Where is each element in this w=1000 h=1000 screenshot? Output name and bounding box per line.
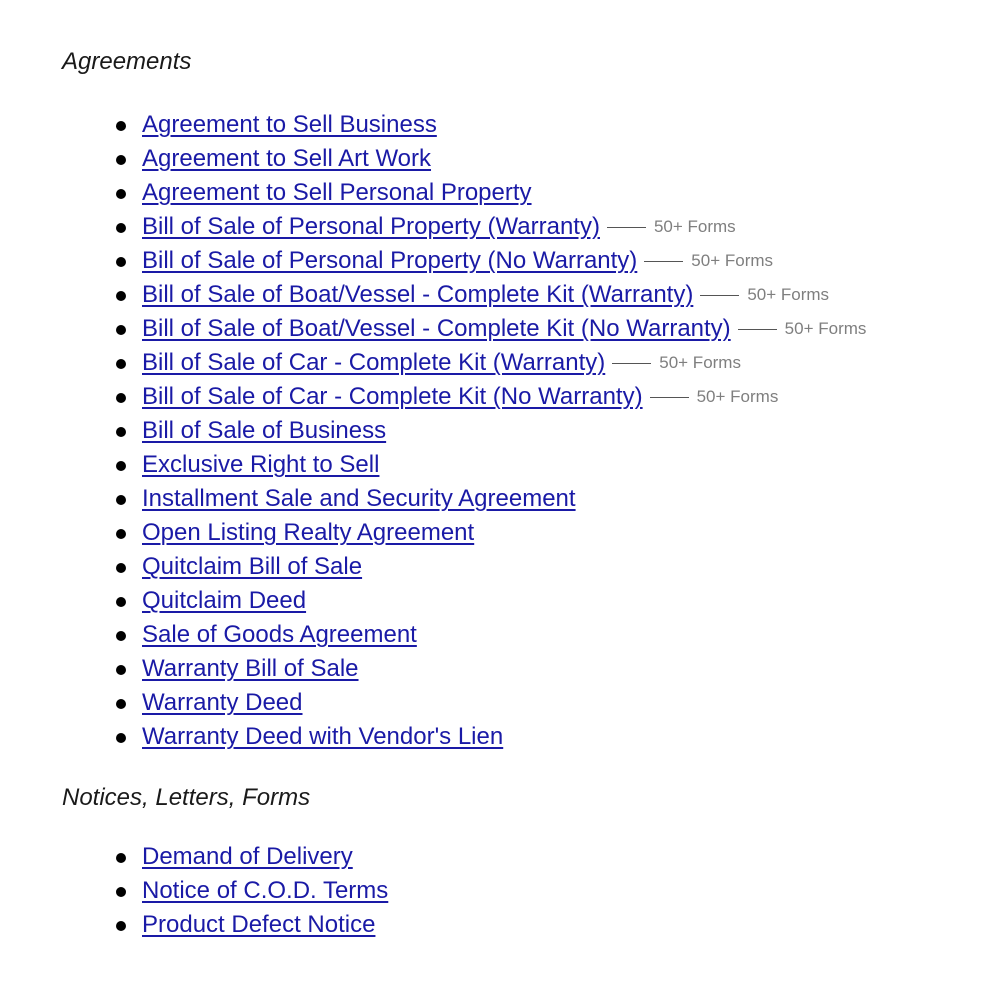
dash-line: [612, 363, 651, 364]
section-heading-agreements: Agreements: [62, 48, 192, 75]
list-item: [0, 312, 866, 346]
bullet-icon: [116, 563, 126, 573]
agreement-link[interactable]: Quitclaim Deed: [142, 587, 307, 614]
notice-link[interactable]: Demand of Delivery: [142, 843, 353, 870]
forms-count-label: 50+ Forms: [691, 251, 774, 270]
forms-count-label: 50+ Forms: [747, 285, 830, 304]
list-item: [0, 874, 388, 908]
list-item: [0, 550, 866, 584]
forms-count-note: [607, 210, 736, 244]
agreement-link[interactable]: Bill of Sale of Boat/Vessel - Complete Kit (Warranty): [142, 281, 694, 308]
bullet-icon: [116, 427, 126, 437]
forms-count-note: [738, 312, 867, 346]
notice-link[interactable]: Notice of C.O.D. Terms: [142, 877, 389, 904]
agreements-list: [0, 108, 866, 754]
list-item: [0, 908, 388, 942]
list-item: [0, 482, 866, 516]
bullet-icon: [116, 189, 126, 199]
bullet-icon: [116, 699, 126, 709]
bullet-icon: [116, 495, 126, 505]
bullet-icon: [116, 325, 126, 335]
bullet-icon: [116, 461, 126, 471]
agreement-link[interactable]: Agreement to Sell Art Work: [142, 145, 432, 172]
list-item: [0, 142, 866, 176]
forms-count-label: 50+ Forms: [653, 217, 736, 236]
bullet-icon: [116, 665, 126, 675]
agreement-link[interactable]: Sale of Goods Agreement: [142, 621, 417, 648]
bullet-icon: [116, 121, 126, 131]
list-item: [0, 244, 866, 278]
agreement-link[interactable]: Warranty Deed: [142, 689, 303, 716]
list-item: [0, 278, 866, 312]
list-item: [0, 448, 866, 482]
list-item: [0, 720, 866, 754]
bullet-icon: [116, 257, 126, 267]
agreement-link[interactable]: Bill of Sale of Boat/Vessel - Complete Kit (No Warranty): [142, 315, 731, 342]
section-heading-notices: Notices, Letters, Forms: [62, 784, 311, 811]
list-item: [0, 686, 866, 720]
agreement-link[interactable]: Installment Sale and Security Agreement: [142, 485, 576, 512]
list-item: [0, 652, 866, 686]
bullet-icon: [116, 921, 126, 931]
dash-line: [607, 227, 646, 228]
dash-line: [644, 261, 683, 262]
list-item: [0, 380, 866, 414]
agreement-link[interactable]: Bill of Sale of Personal Property (Warranty): [142, 213, 600, 240]
list-item: [0, 584, 866, 618]
bullet-icon: [116, 733, 126, 743]
bullet-icon: [116, 155, 126, 165]
agreement-link[interactable]: Bill of Sale of Personal Property (No Warranty): [142, 247, 638, 274]
forms-count-label: 50+ Forms: [696, 387, 779, 406]
forms-count-note: [644, 244, 773, 278]
forms-count-label: 50+ Forms: [659, 353, 741, 372]
bullet-icon: [116, 529, 126, 539]
bullet-icon: [116, 597, 126, 607]
bullet-icon: [116, 631, 126, 641]
bullet-icon: [116, 393, 126, 403]
agreement-link[interactable]: Bill of Sale of Car - Complete Kit (No Warranty): [142, 383, 643, 410]
forms-count-note: [700, 278, 829, 312]
agreement-link[interactable]: Warranty Deed with Vendor's Lien: [142, 723, 504, 750]
agreement-link[interactable]: Open Listing Realty Agreement: [142, 519, 475, 546]
bullet-icon: [116, 887, 126, 897]
agreement-link[interactable]: Exclusive Right to Sell: [142, 451, 380, 478]
dash-line: [700, 295, 739, 296]
list-item: [0, 108, 866, 142]
bullet-icon: [116, 223, 126, 233]
bullet-icon: [116, 853, 126, 863]
notices-list: [0, 840, 388, 942]
dash-line: [650, 397, 689, 398]
agreement-link[interactable]: Warranty Bill of Sale: [142, 655, 359, 682]
list-item: [0, 346, 866, 380]
forms-count-note: [612, 346, 741, 380]
bullet-icon: [116, 359, 126, 369]
list-item: [0, 516, 866, 550]
agreement-link[interactable]: Bill of Sale of Business: [142, 417, 387, 444]
agreement-link[interactable]: Quitclaim Bill of Sale: [142, 553, 363, 580]
notice-link[interactable]: Product Defect Notice: [142, 911, 376, 938]
list-item: [0, 840, 388, 874]
list-item: [0, 618, 866, 652]
list-item: [0, 176, 866, 210]
agreement-link[interactable]: Bill of Sale of Car - Complete Kit (Warranty): [142, 349, 606, 376]
list-item: [0, 414, 866, 448]
dash-line: [738, 329, 777, 330]
agreement-link[interactable]: Agreement to Sell Personal Property: [142, 179, 532, 206]
bullet-icon: [116, 291, 126, 301]
list-item: [0, 210, 866, 244]
agreement-link[interactable]: Agreement to Sell Business: [142, 111, 437, 138]
forms-count-label: 50+ Forms: [784, 319, 867, 338]
forms-count-note: [650, 380, 779, 414]
